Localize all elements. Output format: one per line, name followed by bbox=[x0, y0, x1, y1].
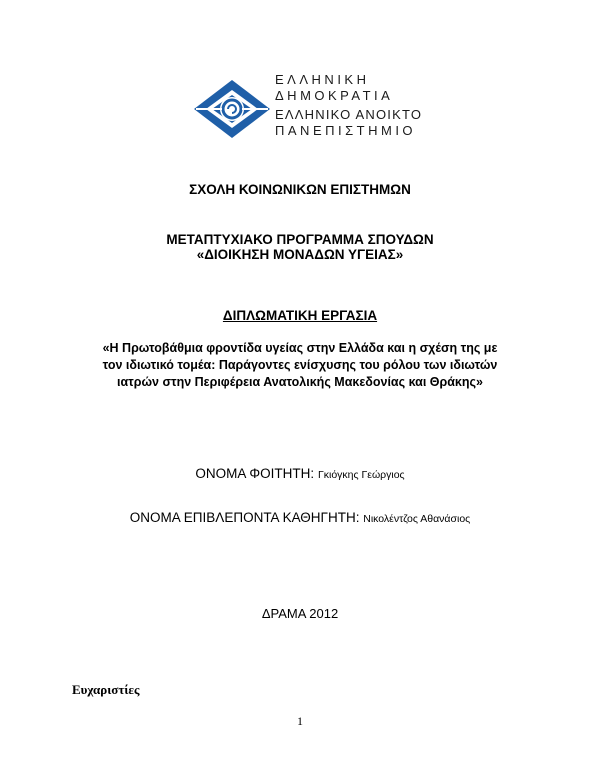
program-name: «ΔΙΟΙΚΗΣΗ ΜΟΝΑΔΩΝ ΥΓΕΙΑΣ» bbox=[196, 247, 404, 262]
school-name: ΣΧΟΛΗ ΚΟΙΝΩΝΙΚΩΝ ΕΠΙΣΤΗΜΩΝ bbox=[189, 182, 411, 197]
thesis-title-line: ιατρών στην Περιφέρεια Ανατολικής Μακεδονίας και Θράκης» bbox=[117, 375, 483, 389]
supervisor-label: ΟΝΟΜΑ ΕΠΙΒΛΕΠΟΝΤΑ ΚΑΘΗΓΗΤΗ: bbox=[129, 510, 360, 525]
university-logo bbox=[192, 72, 423, 152]
logo-line-3: ΕΛΛΗΝΙΚΟ ΑΝΟΙΚΤΟ bbox=[275, 107, 423, 122]
thesis-title bbox=[0, 340, 600, 391]
page-number: 1 bbox=[297, 714, 303, 728]
place-year: ΔΡΑΜΑ 2012 bbox=[261, 606, 339, 621]
student-name: Γκιόγκης Γεώργιος bbox=[317, 469, 405, 481]
logo-line-1: ΕΛΛΗΝΙΚΗ bbox=[275, 72, 370, 87]
supervisor-info bbox=[0, 510, 600, 525]
thesis-title-line: «Η Πρωτοβάθμια φροντίδα υγείας στην Ελλάδα και η σχέση της με bbox=[102, 341, 498, 355]
thesis-label-text: ΔΙΠΛΩΜΑΤΙΚΗ ΕΡΓΑΣΙΑ bbox=[222, 308, 378, 323]
acknowledgements-heading: Ευχαριστίες bbox=[72, 682, 140, 697]
student-info bbox=[0, 466, 600, 481]
logo-line-2: ΔΗΜΟΚΡΑΤΙΑ bbox=[275, 88, 394, 103]
logo-line-4: ΠΑΝΕΠΙΣΤΗΜΙΟ bbox=[275, 123, 417, 138]
student-label: ΟΝΟΜΑ ΦΟΙΤΗΤΗ: bbox=[195, 466, 315, 481]
thesis-title-line: τον ιδιωτικό τομέα: Παράγοντες ενίσχυσης του ρόλου των ιδιωτών bbox=[102, 358, 498, 372]
eap-emblem-icon bbox=[192, 78, 272, 140]
program-title: ΜΕΤΑΠΤΥΧΙΑΚΟ ΠΡΟΓΡΑΜΜΑ ΣΠΟΥΔΩΝ bbox=[166, 232, 434, 247]
supervisor-name: Νικολέντζος Αθανάσιος bbox=[363, 513, 471, 525]
thesis-label bbox=[0, 308, 600, 323]
logo-text bbox=[275, 72, 422, 139]
